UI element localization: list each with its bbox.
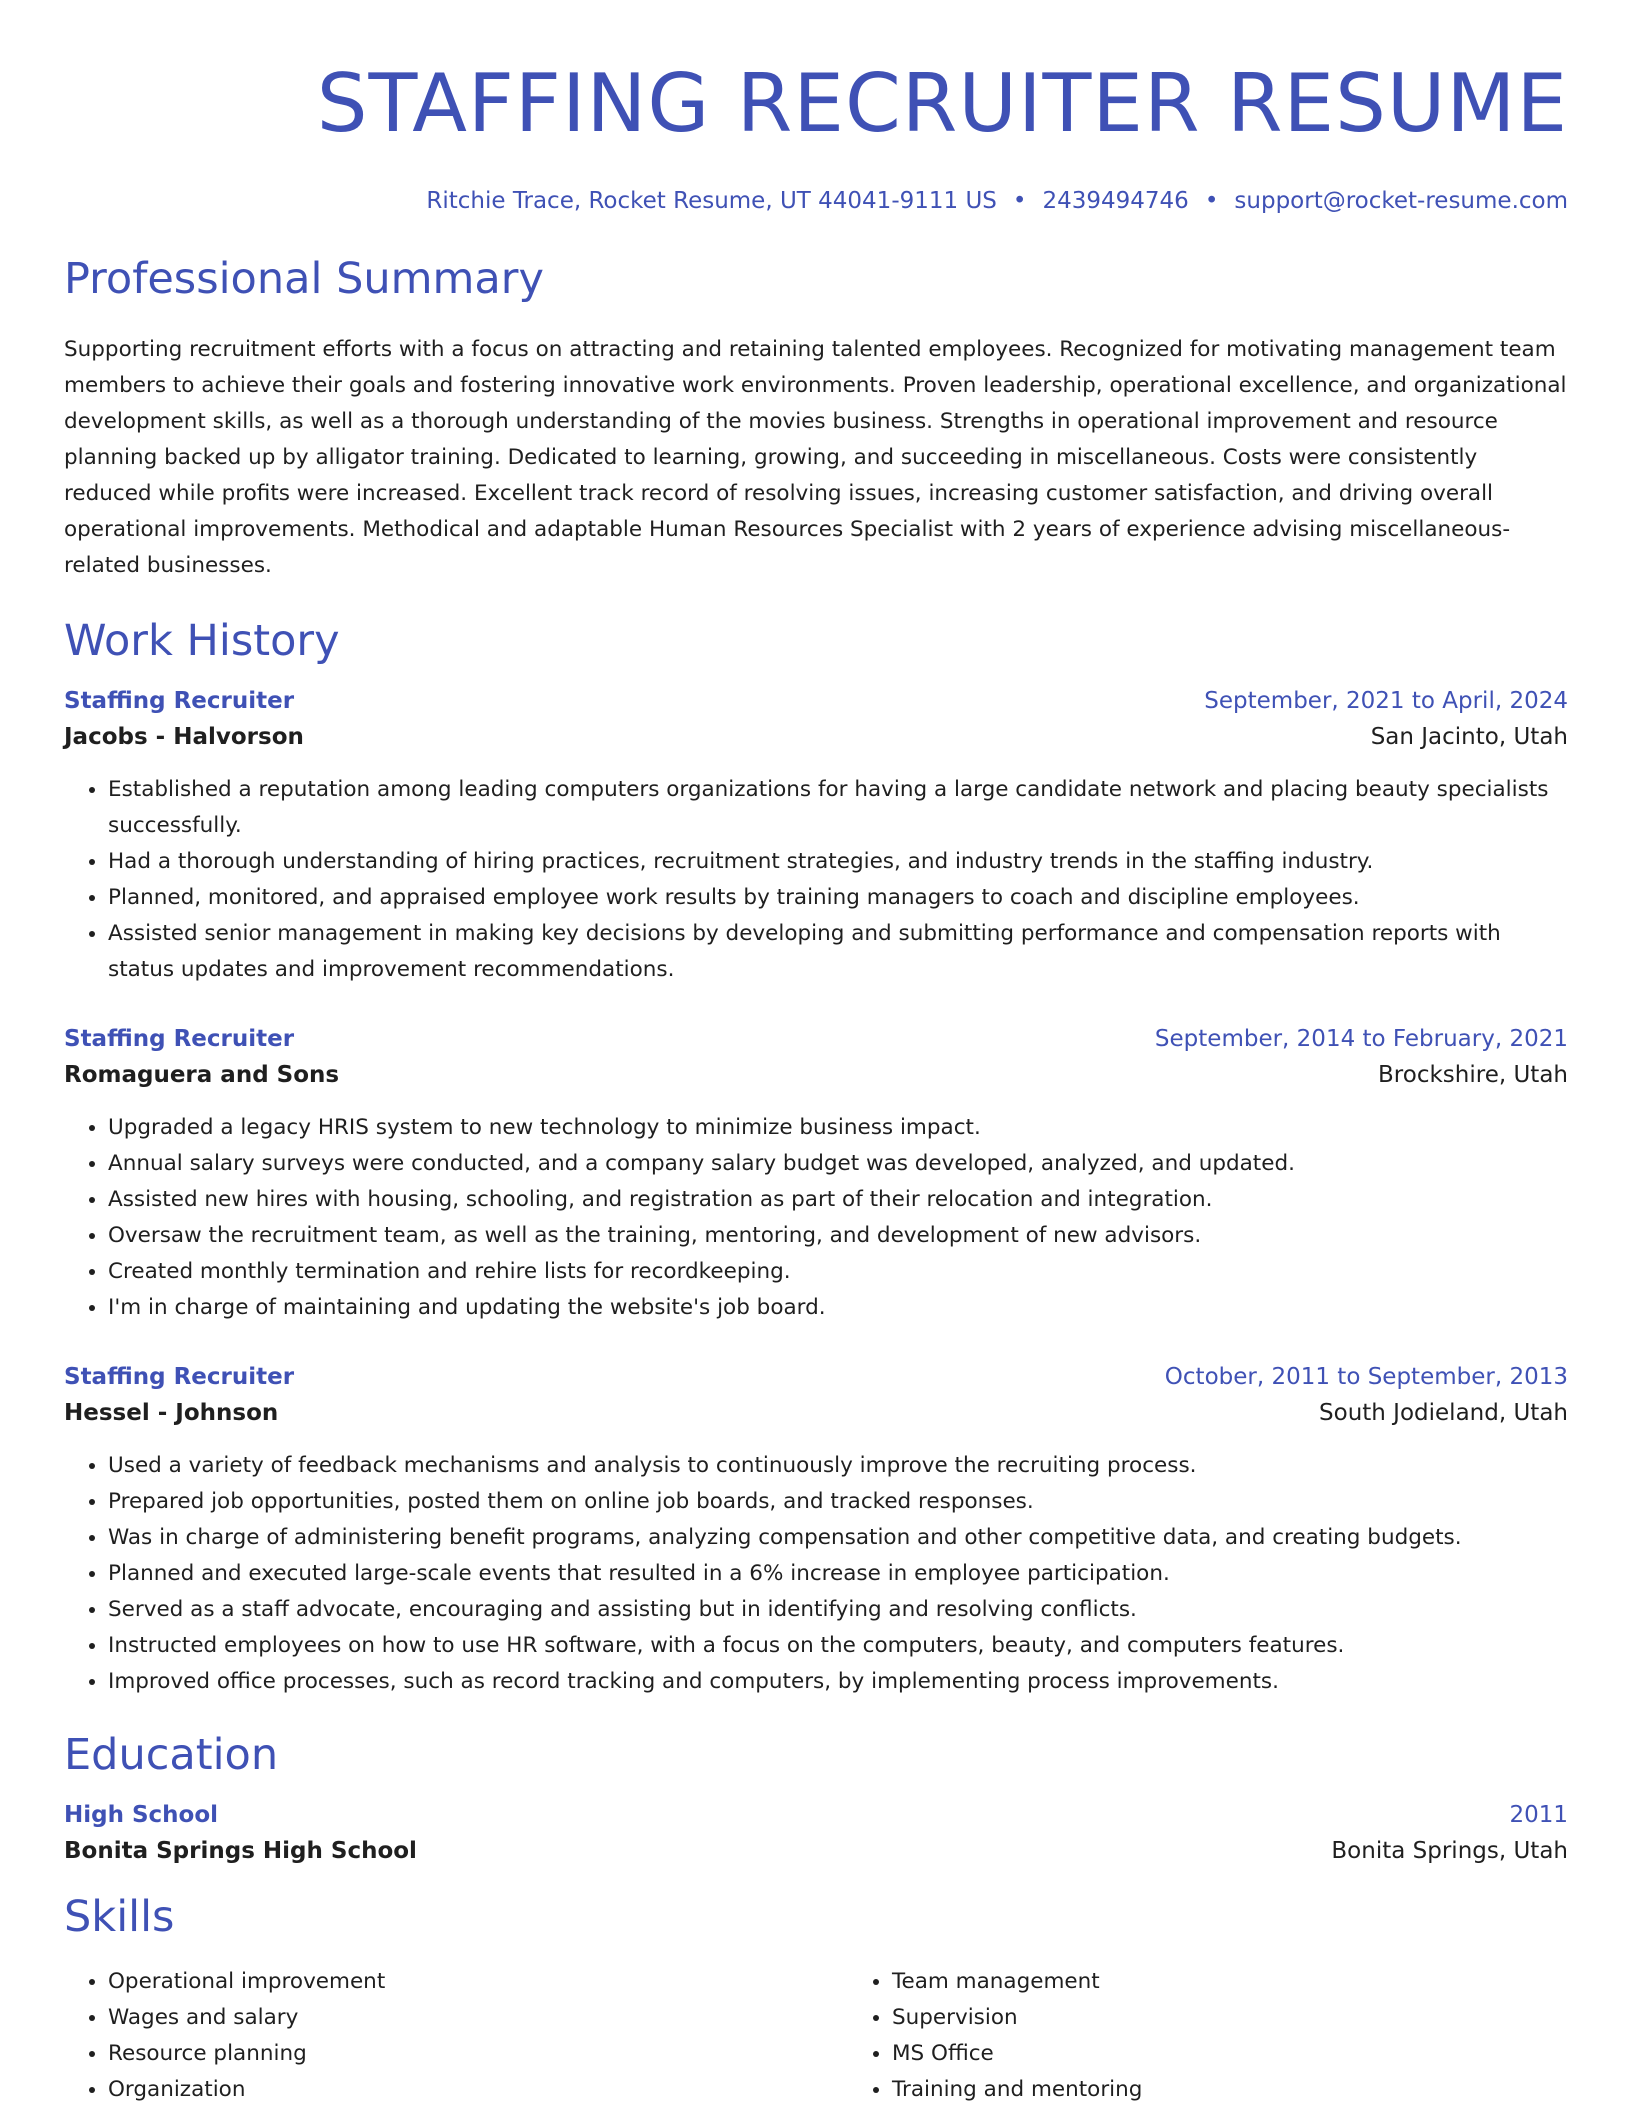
job-header-row bbox=[64, 1364, 1568, 1390]
job-bullet: • Used a variety of feedback mechanisms and analysis to continuously improve the recruiting process. bbox=[108, 1448, 1568, 1484]
job-bullet: • Served as a staff advocate, encouraging and assisting but in identifying and resolving conflicts. bbox=[108, 1592, 1568, 1628]
job-entry bbox=[64, 1026, 1568, 1326]
job-bullet: • Instructed employees on how to use HR software, with a focus on the computers, beauty, and computers features. bbox=[108, 1628, 1568, 1664]
job-bullet: • Prepared job opportunities, posted them on online job boards, and tracked responses. bbox=[108, 1484, 1568, 1520]
skill-item: • MS Office bbox=[892, 2036, 1512, 2072]
job-bullet: • Planned and executed large-scale events that resulted in a 6% increase in employee participation. bbox=[108, 1556, 1568, 1592]
skill-item: • Resource planning bbox=[108, 2036, 848, 2072]
job-bullet: • Assisted senior management in making key decisions by developing and submitting performance and compensation reports with status updates and improvement recommendations. bbox=[108, 916, 1568, 988]
education-org-row bbox=[64, 1838, 1568, 1864]
skill-item: • Operational improvement bbox=[108, 1964, 848, 2000]
education-location: Bonita Springs, Utah bbox=[1331, 1838, 1568, 1864]
job-header-row bbox=[64, 688, 1568, 714]
job-bullet: • Had a thorough understanding of hiring practices, recruitment strategies, and industry trends in the staffing industry. bbox=[108, 844, 1568, 880]
job-bullet: • Planned, monitored, and appraised employee work results by training managers to coach and discipline employees. bbox=[108, 880, 1568, 916]
job-bullet: • Improved office processes, such as record tracking and computers, by implementing process improvements. bbox=[108, 1664, 1568, 1700]
job-org-row bbox=[64, 1062, 1568, 1088]
job-entry bbox=[64, 1364, 1568, 1700]
job-dates: September, 2014 to February, 2021 bbox=[1154, 1026, 1568, 1052]
job-dates: October, 2011 to September, 2013 bbox=[1164, 1364, 1568, 1390]
skill-item: • Organization bbox=[108, 2072, 848, 2108]
skill-item: • Wages and salary bbox=[108, 2000, 848, 2036]
job-bullet: • Created monthly termination and rehire lists for recordkeeping. bbox=[108, 1254, 1568, 1290]
contact-separator: • bbox=[1204, 188, 1219, 214]
education-year: 2011 bbox=[1509, 1802, 1568, 1828]
contact-line bbox=[64, 188, 1568, 214]
job-role: Staffing Recruiter bbox=[64, 1364, 295, 1390]
job-bullets bbox=[64, 1448, 1568, 1700]
contact-address: Ritchie Trace, Rocket Resume, UT 44041-9111 US bbox=[426, 188, 997, 214]
job-location: San Jacinto, Utah bbox=[1370, 724, 1568, 750]
skill-item: • Team management bbox=[892, 1964, 1512, 2000]
job-role: Staffing Recruiter bbox=[64, 1026, 295, 1052]
job-location: Brockshire, Utah bbox=[1378, 1062, 1568, 1088]
education-entry bbox=[64, 1802, 1568, 1864]
contact-separator: • bbox=[1012, 188, 1027, 214]
job-bullet: • Assisted new hires with housing, schooling, and registration as part of their relocation and integration. bbox=[108, 1182, 1568, 1218]
summary-text: Supporting recruitment efforts with a focus on attracting and retaining talented employees. Recognized for motivating management team members to achieve their goals and fostering innovative work environments. Proven leadership, operational excellence, and organizational development skills, as well as a thorough understanding of the movies business. Strengths in operational improvement and resource planning backed up by alligator training. Dedicated to learning, growing, and succeeding in miscellaneous. Costs were consistently reduced while profits were increased. Excellent track record of resolving issues, increasing customer satisfaction, and driving overall operational improvements. Methodical and adaptable Human Resources Specialist with 2 years of experience advising miscellaneous-related businesses. bbox=[64, 337, 1567, 578]
education-school: Bonita Springs High School bbox=[64, 1838, 417, 1864]
education-header-row bbox=[64, 1802, 1568, 1828]
job-bullet: • Oversaw the recruitment team, as well as the training, mentoring, and development of new advisors. bbox=[108, 1218, 1568, 1254]
skills-column-right bbox=[848, 1964, 1512, 2108]
skills-column-left bbox=[64, 1964, 848, 2108]
contact-phone[interactable]: 2439494746 bbox=[1042, 188, 1189, 214]
job-location: South Jodieland, Utah bbox=[1319, 1400, 1568, 1426]
job-company: Jacobs - Halvorson bbox=[64, 724, 304, 750]
job-bullets bbox=[64, 1110, 1568, 1326]
education-degree: High School bbox=[64, 1802, 219, 1828]
skill-item: • Training and mentoring bbox=[892, 2072, 1512, 2108]
skill-item: • Supervision bbox=[892, 2000, 1512, 2036]
job-company: Hessel - Johnson bbox=[64, 1400, 279, 1426]
job-bullet: • I'm in charge of maintaining and updating the website's job board. bbox=[108, 1290, 1568, 1326]
job-dates: September, 2021 to April, 2024 bbox=[1204, 688, 1568, 714]
job-bullet: • Was in charge of administering benefit programs, analyzing compensation and other competitive data, and creating budgets. bbox=[108, 1520, 1568, 1556]
job-bullet: • Annual salary surveys were conducted, and a company salary budget was developed, analyzed, and updated. bbox=[108, 1146, 1568, 1182]
contact-email[interactable]: support@rocket-resume.com bbox=[1234, 188, 1568, 214]
job-header-row bbox=[64, 1026, 1568, 1052]
skills-grid bbox=[64, 1964, 1568, 2108]
work-history-heading: Work History bbox=[64, 616, 340, 666]
summary-heading: Professional Summary bbox=[64, 254, 544, 304]
job-org-row bbox=[64, 1400, 1568, 1426]
job-org-row bbox=[64, 724, 1568, 750]
job-entry bbox=[64, 688, 1568, 988]
skills-heading: Skills bbox=[64, 1892, 175, 1942]
job-company: Romaguera and Sons bbox=[64, 1062, 340, 1088]
education-heading: Education bbox=[64, 1730, 279, 1780]
resume-title: STAFFING RECRUITER RESUME bbox=[316, 57, 1568, 150]
job-bullets bbox=[64, 772, 1568, 988]
job-bullet: • Established a reputation among leading computers organizations for having a large candidate network and placing beauty specialists successfully. bbox=[108, 772, 1568, 844]
job-bullet: • Upgraded a legacy HRIS system to new technology to minimize business impact. bbox=[108, 1110, 1568, 1146]
job-role: Staffing Recruiter bbox=[64, 688, 295, 714]
